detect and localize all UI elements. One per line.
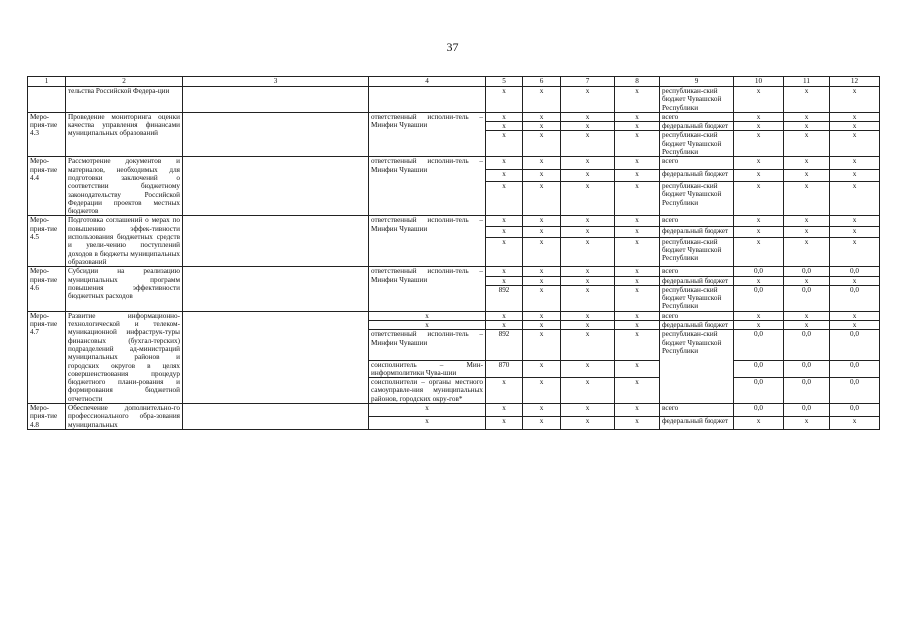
code-cell: x (523, 131, 561, 157)
code-cell: x (615, 216, 660, 227)
activity-name: Рассмотрение документов и материалов, необходимых для подготовки заключений о соответствии бюджетному законодательству Российской Федерации проектов местных бюджетов (66, 157, 183, 216)
header-cell: 9 (660, 77, 734, 87)
activity-name: Подготовка соглашений о мерах по повышению эффек-тивности использования бюджетных средств и увели-чению поступлений доходов в бюджеты муниципальных образований (66, 216, 183, 267)
value-cell: x (784, 227, 830, 238)
value-cell: 0,0 (734, 285, 784, 311)
table-row (28, 267, 880, 276)
code-cell: x (523, 360, 561, 378)
responsible-executor: ответственный исполни-тель – Минфин Чувашии (369, 157, 486, 216)
funding-source: федеральный бюджет (660, 321, 734, 330)
code-cell: x (561, 216, 615, 227)
value-cell: 0,0 (784, 360, 830, 378)
activity-name: Обеспечение дополнительно-го профессионального обра-зования муниципальных (66, 403, 183, 429)
value-cell: 0,0 (734, 360, 784, 378)
code-cell: x (615, 122, 660, 131)
value-cell: x (830, 216, 880, 227)
co-executor: соисполнители – органы местного самоуправле-ния муниципальных районов, городских окру-гов* (369, 378, 486, 404)
responsible-executor: x (369, 403, 486, 416)
code-cell: x (523, 237, 561, 267)
value-cell: 0,0 (784, 378, 830, 404)
value-cell: x (830, 321, 880, 330)
funding-source: республикан-ский бюджет Чувашской Республики (660, 237, 734, 267)
empty-cell (183, 267, 369, 311)
code-cell: x (561, 330, 615, 360)
responsible-executor: x (369, 311, 486, 320)
value-cell: x (784, 311, 830, 320)
code-cell: x (523, 311, 561, 320)
code-cell: x (523, 403, 561, 416)
code-cell: x (561, 321, 615, 330)
code-cell: x (561, 360, 615, 378)
value-cell: 0,0 (734, 403, 784, 416)
code-cell: x (615, 276, 660, 285)
code-cell: x (561, 416, 615, 429)
code-cell: x (561, 378, 615, 404)
code-cell: x (486, 122, 523, 131)
value-cell: x (830, 112, 880, 121)
empty-cell (183, 112, 369, 156)
value-cell: 0,0 (830, 378, 880, 404)
header-cell: 11 (784, 77, 830, 87)
table-row (28, 311, 880, 320)
activity-name: Проведение мониторинга оценки качества управления финансами муниципальных образований (66, 112, 183, 156)
funding-source: республикан-ский бюджет Чувашской Республики (660, 131, 734, 157)
value-cell: x (734, 311, 784, 320)
value-cell: x (784, 157, 830, 169)
funding-source: федеральный бюджет (660, 169, 734, 181)
code-cell: x (523, 216, 561, 227)
code-cell: 870 (486, 360, 523, 378)
value-cell: x (734, 131, 784, 157)
value-cell: x (784, 87, 830, 113)
code-cell: x (486, 157, 523, 169)
code-cell: x (615, 403, 660, 416)
funding-source: всего (660, 157, 734, 169)
code-cell: x (486, 267, 523, 276)
code-cell: x (486, 237, 523, 267)
header-cell: 6 (523, 77, 561, 87)
header-cell: 3 (183, 77, 369, 87)
value-cell: x (734, 321, 784, 330)
code-cell: x (561, 267, 615, 276)
code-cell: x (486, 378, 523, 404)
value-cell: x (784, 276, 830, 285)
value-cell: x (830, 122, 880, 131)
code-cell: x (523, 87, 561, 113)
code-cell: x (561, 227, 615, 238)
value-cell: x (734, 416, 784, 429)
code-cell: x (523, 330, 561, 360)
responsible-executor: ответственный исполни-тель – Минфин Чувашии (369, 112, 486, 156)
responsible-cell (369, 87, 486, 113)
code-cell: x (486, 276, 523, 285)
value-cell: 0,0 (830, 330, 880, 360)
code-cell: 892 (486, 330, 523, 360)
funding-source: всего (660, 216, 734, 227)
responsible-executor: x (369, 416, 486, 429)
code-cell: x (561, 131, 615, 157)
header-row (28, 77, 880, 87)
code-cell: x (561, 237, 615, 267)
value-cell: x (734, 276, 784, 285)
code-cell: x (615, 157, 660, 169)
value-cell: x (830, 237, 880, 267)
table-row (28, 216, 880, 227)
value-cell: x (830, 182, 880, 216)
value-cell: x (830, 416, 880, 429)
value-cell: 0,0 (734, 267, 784, 276)
responsible-executor: x (369, 321, 486, 330)
activity-label: Меро-прия-тие 4.5 (28, 216, 66, 267)
funding-source: федеральный бюджет (660, 276, 734, 285)
table-row-continuation (28, 87, 880, 113)
code-cell: x (523, 321, 561, 330)
value-cell: x (784, 169, 830, 181)
code-cell: x (523, 227, 561, 238)
value-cell: x (734, 112, 784, 121)
code-cell: x (523, 122, 561, 131)
code-cell: x (523, 276, 561, 285)
header-cell: 5 (486, 77, 523, 87)
activity-name: тельства Российской Федера-ции (66, 87, 183, 113)
code-cell: x (486, 131, 523, 157)
activity-label: Меро-прия-тие 4.3 (28, 112, 66, 156)
funding-source: всего (660, 267, 734, 276)
value-cell: x (784, 122, 830, 131)
value-cell: x (734, 87, 784, 113)
value-cell: 0,0 (784, 330, 830, 360)
code-cell: x (561, 157, 615, 169)
value-cell: 0,0 (830, 360, 880, 378)
code-cell: x (615, 285, 660, 311)
code-cell: x (486, 311, 523, 320)
code-cell: x (523, 182, 561, 216)
code-cell: x (615, 182, 660, 216)
funding-source: всего (660, 112, 734, 121)
code-cell: x (561, 169, 615, 181)
header-cell: 4 (369, 77, 486, 87)
code-cell: x (486, 182, 523, 216)
value-cell: 0,0 (830, 403, 880, 416)
code-cell: x (615, 227, 660, 238)
value-cell: x (830, 227, 880, 238)
value-cell: x (784, 131, 830, 157)
activity-label: Меро-прия-тие 4.4 (28, 157, 66, 216)
funding-source: республикан-ский бюджет Чувашской Республики (660, 330, 734, 404)
code-cell: x (486, 321, 523, 330)
code-cell: x (561, 311, 615, 320)
funding-source: республикан-ский бюджет Чувашской Республики (660, 285, 734, 311)
funding-source: республикан-ский бюджет Чувашской Республики (660, 182, 734, 216)
code-cell: x (615, 237, 660, 267)
value-cell: 0,0 (784, 267, 830, 276)
activity-label-cell (28, 87, 66, 113)
activity-label: Меро-прия-тие 4.8 (28, 403, 66, 429)
code-cell: x (615, 311, 660, 320)
code-cell: x (615, 330, 660, 360)
funding-source: федеральный бюджет (660, 122, 734, 131)
value-cell: x (734, 237, 784, 267)
activity-label: Меро-прия-тие 4.7 (28, 311, 66, 403)
responsible-executor: ответственный исполни-тель – Минфин Чувашии (369, 267, 486, 311)
header-cell: 7 (561, 77, 615, 87)
value-cell: x (734, 227, 784, 238)
funding-source: всего (660, 403, 734, 416)
code-cell: x (561, 87, 615, 113)
empty-cell (183, 216, 369, 267)
value-cell: x (830, 169, 880, 181)
code-cell: x (615, 321, 660, 330)
program-table (27, 76, 880, 430)
code-cell: x (523, 169, 561, 181)
value-cell: x (784, 237, 830, 267)
value-cell: x (830, 311, 880, 320)
code-cell: x (615, 87, 660, 113)
value-cell: x (734, 182, 784, 216)
header-cell: 8 (615, 77, 660, 87)
value-cell: x (784, 321, 830, 330)
table-row (28, 403, 880, 416)
value-cell: 0,0 (784, 403, 830, 416)
value-cell: 0,0 (734, 330, 784, 360)
code-cell: x (615, 267, 660, 276)
value-cell: x (830, 276, 880, 285)
value-cell: x (830, 131, 880, 157)
value-cell: 0,0 (784, 285, 830, 311)
value-cell: 0,0 (734, 378, 784, 404)
header-cell: 2 (66, 77, 183, 87)
funding-source: федеральный бюджет (660, 227, 734, 238)
code-cell: x (615, 360, 660, 378)
empty-cell (183, 87, 369, 113)
code-cell: x (561, 122, 615, 131)
value-cell: 0,0 (830, 285, 880, 311)
code-cell: x (523, 416, 561, 429)
code-cell: x (615, 112, 660, 121)
code-cell: x (615, 131, 660, 157)
funding-source: всего (660, 311, 734, 320)
co-executor: соисполнитель – Мин-информполитики Чува-шии (369, 360, 486, 378)
code-cell: x (561, 276, 615, 285)
code-cell: x (486, 416, 523, 429)
code-cell: x (523, 112, 561, 121)
activity-name: Развитие информационно-технологической и телеком-муникационной инфраструк-туры финансовых (бухгал-терских) подразделений ад-министраций муниципальных районов и городских округов в целях совершенствования процедур бюджетного плани-рования и формирования бюджетной отчетности (66, 311, 183, 403)
code-cell: x (523, 378, 561, 404)
funding-source: республикан-ский бюджет Чувашской Республики (660, 87, 734, 113)
code-cell: x (486, 169, 523, 181)
empty-cell (183, 403, 369, 429)
header-cell: 10 (734, 77, 784, 87)
header-cell: 1 (28, 77, 66, 87)
value-cell: x (784, 416, 830, 429)
value-cell: x (784, 112, 830, 121)
value-cell: 0,0 (830, 267, 880, 276)
table-row (28, 112, 880, 121)
code-cell: x (486, 87, 523, 113)
code-cell: x (486, 216, 523, 227)
activity-label: Меро-прия-тие 4.6 (28, 267, 66, 311)
funding-source: федеральный бюджет (660, 416, 734, 429)
value-cell: x (784, 216, 830, 227)
value-cell: x (784, 182, 830, 216)
value-cell: x (734, 216, 784, 227)
code-cell: x (561, 403, 615, 416)
page-number: 37 (446, 40, 459, 54)
code-cell: 892 (486, 285, 523, 311)
responsible-executor: ответственный исполни-тель – Минфин Чувашии (369, 330, 486, 360)
value-cell: x (734, 122, 784, 131)
code-cell: x (615, 416, 660, 429)
value-cell: x (734, 169, 784, 181)
code-cell: x (523, 267, 561, 276)
code-cell: x (561, 182, 615, 216)
empty-cell (183, 311, 369, 403)
header-cell: 12 (830, 77, 880, 87)
empty-cell (183, 157, 369, 216)
table-row (28, 157, 880, 169)
value-cell: x (830, 157, 880, 169)
code-cell: x (561, 112, 615, 121)
code-cell: x (523, 285, 561, 311)
code-cell: x (486, 403, 523, 416)
code-cell: x (615, 169, 660, 181)
code-cell: x (615, 378, 660, 404)
code-cell: x (486, 112, 523, 121)
value-cell: x (830, 87, 880, 113)
code-cell: x (561, 285, 615, 311)
value-cell: x (734, 157, 784, 169)
activity-name: Субсидии на реализацию муниципальных программ повышения эффективности бюджетных расходов (66, 267, 183, 311)
code-cell: x (523, 157, 561, 169)
responsible-executor: ответственный исполни-тель – Минфин Чувашии (369, 216, 486, 267)
code-cell: x (486, 227, 523, 238)
